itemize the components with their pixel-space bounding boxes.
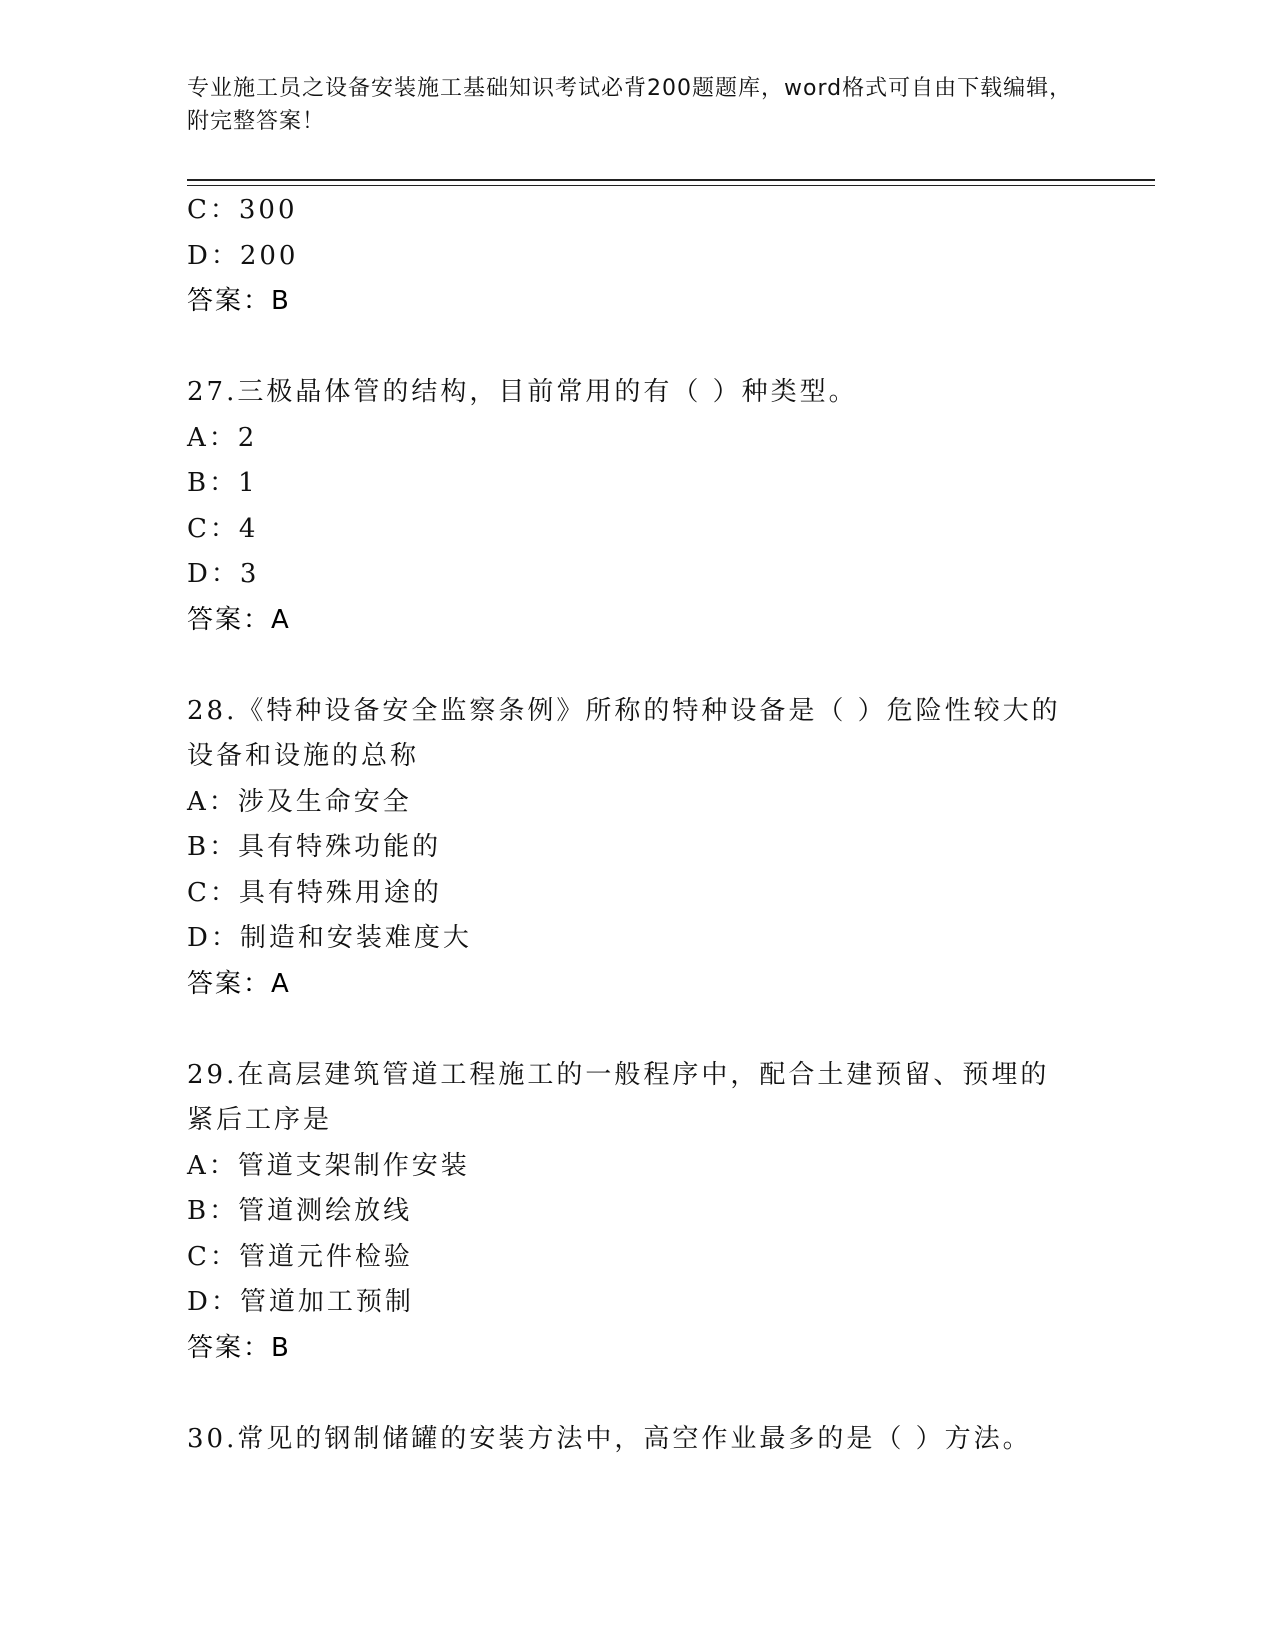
question-26 bbox=[187, 188, 1087, 325]
option-d: D：3 bbox=[187, 559, 260, 589]
answer-line: 答案：B bbox=[187, 286, 291, 316]
answer-line: 答案：B bbox=[187, 1332, 291, 1363]
spacer bbox=[187, 1007, 1087, 1053]
option-c: C：管道元件检验 bbox=[187, 1241, 413, 1272]
question-27 bbox=[187, 370, 1087, 643]
option-a: A：涉及生命安全 bbox=[187, 786, 412, 817]
option-b: B：1 bbox=[187, 468, 258, 498]
spacer bbox=[187, 325, 1087, 371]
question-stem: 30.常见的钢制储罐的安装方法中，高空作业最多的是（ ）方法。 bbox=[187, 1423, 1032, 1454]
page-header-title: 专业施工员之设备安装施工基础知识考试必背200题题库，word格式可自由下载编辑，附完整答案！ bbox=[187, 76, 1073, 134]
question-28 bbox=[187, 689, 1087, 1008]
spacer bbox=[187, 1371, 1087, 1417]
spacer bbox=[187, 643, 1087, 689]
header-divider-top bbox=[187, 179, 1155, 181]
question-stem: 29.在高层建筑管道工程施工的一般程序中，配合土建预留、预埋的紧后工序是 bbox=[187, 1059, 1050, 1135]
option-a: A：管道支架制作安装 bbox=[187, 1150, 470, 1181]
option-a: A：2 bbox=[187, 422, 258, 453]
option-d: D：200 bbox=[187, 240, 299, 271]
question-30 bbox=[187, 1417, 1087, 1463]
answer-line: 答案：A bbox=[187, 604, 291, 635]
header-divider-bottom bbox=[187, 185, 1155, 186]
question-stem: 28.《特种设备安全监察条例》所称的特种设备是（ ）危险性较大的设备和设施的总称 bbox=[187, 695, 1061, 771]
option-c: C：300 bbox=[187, 195, 298, 225]
option-b: B：管道测绘放线 bbox=[187, 1196, 413, 1226]
option-c: C：4 bbox=[187, 513, 259, 544]
option-d: D：管道加工预制 bbox=[187, 1287, 414, 1317]
option-c: C：具有特殊用途的 bbox=[187, 877, 442, 908]
option-d: D：制造和安装难度大 bbox=[187, 923, 472, 953]
question-29 bbox=[187, 1053, 1087, 1372]
question-list bbox=[187, 188, 1087, 1462]
answer-line: 答案：A bbox=[187, 968, 291, 999]
option-b: B：具有特殊功能的 bbox=[187, 832, 442, 862]
question-stem: 27.三极晶体管的结构，目前常用的有（ ）种类型。 bbox=[187, 377, 858, 407]
